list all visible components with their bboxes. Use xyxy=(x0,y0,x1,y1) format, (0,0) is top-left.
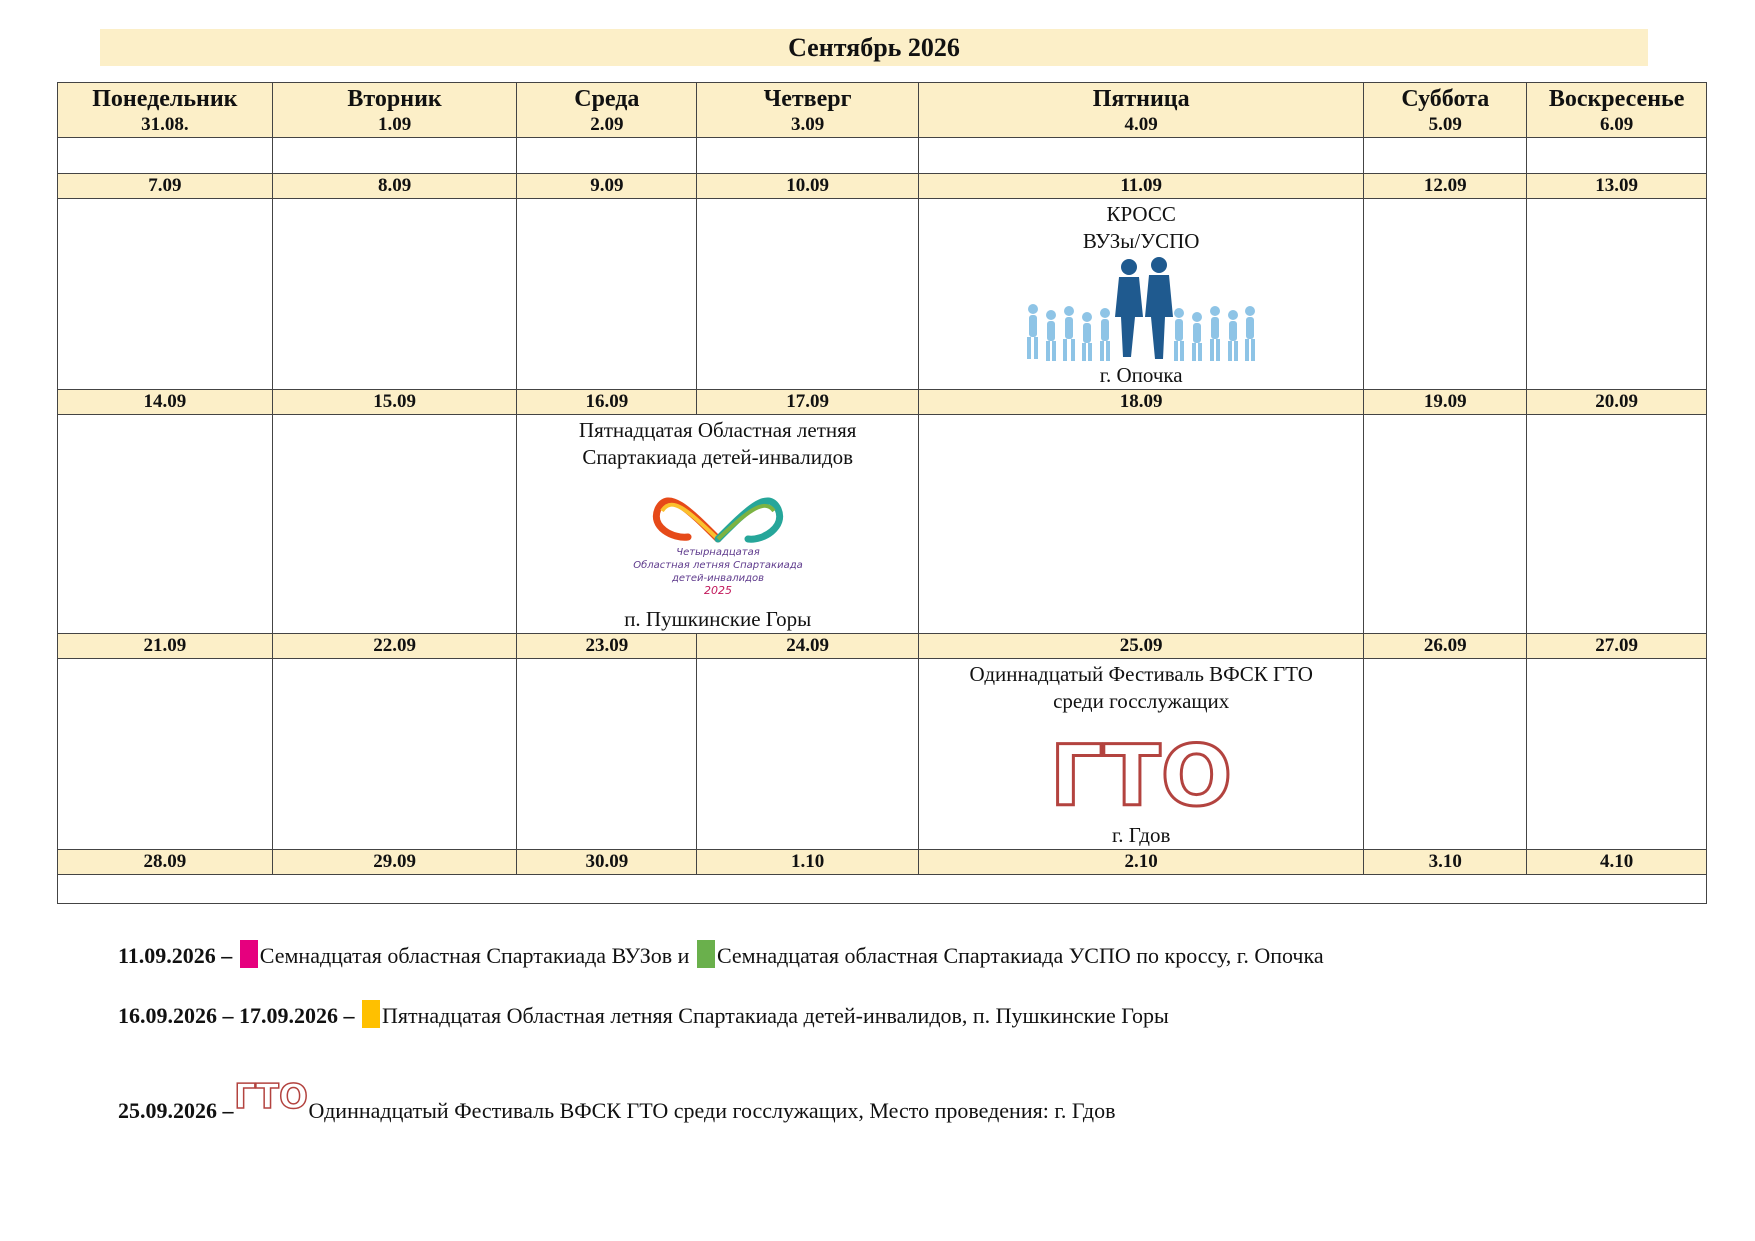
logo-text: Четырнадцатая xyxy=(675,547,760,558)
date-row xyxy=(58,849,1706,875)
date-cell: 3.09 xyxy=(697,113,919,137)
date-cell: 27.09 xyxy=(1595,635,1638,656)
event-subtitle: ВУЗы/УСПО xyxy=(1082,229,1200,253)
event-subtitle: Спартакиада детей-инвалидов xyxy=(582,445,854,469)
legend-item xyxy=(118,940,1324,969)
date-cell: 7.09 xyxy=(58,174,273,198)
date-cell: 23.09 xyxy=(517,634,697,658)
date-cell: 9.09 xyxy=(517,174,697,198)
weekday-header: Суббота xyxy=(1364,83,1527,113)
event-cell-cross xyxy=(919,199,1364,389)
logo-year: 2025 xyxy=(703,584,732,597)
weekday-header-row xyxy=(58,83,1706,114)
date-cell: 17.09 xyxy=(697,390,919,414)
date-cell: 6.09 xyxy=(1599,114,1634,135)
date-cell: 15.09 xyxy=(273,390,518,414)
weekday-header: Среда xyxy=(517,83,697,113)
legend-text: Семнадцатая областная Спартакиада УСПО по кроссу, г. Опочка xyxy=(716,943,1324,968)
legend-text: Пятнадцатая Областная летняя Спартакиада детей-инвалидов, п. Пушкинские Горы xyxy=(382,1003,1169,1028)
event-subtitle: среди госслужащих xyxy=(1053,689,1230,713)
weekday-header: Воскресенье xyxy=(1548,86,1685,112)
weekday-header: Понедельник xyxy=(58,83,273,113)
date-cell: 18.09 xyxy=(919,390,1364,414)
weekday-header: Пятница xyxy=(919,83,1364,113)
date-cell: 2.09 xyxy=(517,113,697,137)
date-cell: 29.09 xyxy=(273,850,518,874)
date-cell: 3.10 xyxy=(1364,850,1527,874)
event-cell-gto xyxy=(919,659,1364,849)
logo-text: Областная летняя Спартакиада xyxy=(632,560,803,571)
legend-date: 16.09.2026 – 17.09.2026 – xyxy=(118,1003,355,1028)
date-row xyxy=(58,633,1706,659)
weekday-header: Четверг xyxy=(697,83,919,113)
date-cell: 11.09 xyxy=(919,174,1364,198)
date-cell: 24.09 xyxy=(697,634,919,658)
date-cell: 14.09 xyxy=(58,390,273,414)
date-cell: 20.09 xyxy=(1595,391,1638,412)
gto-logo xyxy=(234,1077,308,1117)
date-cell: 25.09 xyxy=(919,634,1364,658)
date-cell: 5.09 xyxy=(1364,113,1527,137)
legend-text: Семнадцатая областная Спартакиада ВУЗов и xyxy=(259,943,690,968)
date-cell: 12.09 xyxy=(1364,174,1527,198)
date-row xyxy=(58,389,1706,415)
date-cell: 28.09 xyxy=(58,850,273,874)
legend-date: 25.09.2026 – xyxy=(118,1098,234,1123)
event-location: г. Гдов xyxy=(1111,823,1171,847)
legend-item xyxy=(118,1078,1116,1124)
svg-text:ГТО: ГТО xyxy=(1050,727,1233,825)
event-location: г. Опочка xyxy=(1099,363,1183,387)
logo-text: детей-инвалидов xyxy=(671,573,764,584)
date-cell: 13.09 xyxy=(1595,175,1638,196)
pink-swatch xyxy=(240,940,258,968)
date-cell: 4.10 xyxy=(1599,851,1634,872)
date-cell: 22.09 xyxy=(273,634,518,658)
date-cell: 31.08. xyxy=(58,113,273,137)
legend-item xyxy=(118,1000,1169,1029)
event-title: КРОСС xyxy=(1106,202,1176,226)
weekday-header: Вторник xyxy=(273,83,518,113)
date-row xyxy=(58,113,1706,138)
event-title: Пятнадцатая Областная летняя xyxy=(578,418,857,442)
date-cell: 4.09 xyxy=(919,113,1364,137)
legend-text: Одиннадцатый Фестиваль ВФСК ГТО среди госслужащих, Место проведения: г. Гдов xyxy=(308,1098,1116,1123)
date-cell: 21.09 xyxy=(58,634,273,658)
gto-logo xyxy=(1050,727,1233,825)
yellow-swatch xyxy=(362,1000,380,1028)
rainbow-heart-logo xyxy=(628,479,808,597)
date-cell: 16.09 xyxy=(517,390,697,414)
green-swatch xyxy=(697,940,715,968)
date-cell: 10.09 xyxy=(697,174,919,198)
date-cell: 19.09 xyxy=(1364,390,1527,414)
runners-silhouette-icon xyxy=(1021,257,1261,367)
event-row xyxy=(58,138,1706,173)
date-cell: 26.09 xyxy=(1364,634,1527,658)
calendar-table xyxy=(57,82,1707,904)
date-cell: 30.09 xyxy=(517,850,697,874)
date-cell: 1.10 xyxy=(697,850,919,874)
date-cell: 8.09 xyxy=(273,174,518,198)
event-cell-spartakiad xyxy=(517,415,919,633)
page-title: Сентябрь 2026 xyxy=(100,29,1648,66)
date-row xyxy=(58,173,1706,199)
event-row xyxy=(58,659,1706,849)
legend-date: 11.09.2026 – xyxy=(118,943,233,968)
event-row xyxy=(58,199,1706,389)
event-title: Одиннадцатый Фестиваль ВФСК ГТО xyxy=(969,662,1313,686)
date-cell: 1.09 xyxy=(273,113,518,137)
svg-text:ГТО: ГТО xyxy=(234,1077,308,1117)
event-location: п. Пушкинские Горы xyxy=(624,607,812,631)
event-row xyxy=(58,415,1706,633)
date-cell: 2.10 xyxy=(919,850,1364,874)
